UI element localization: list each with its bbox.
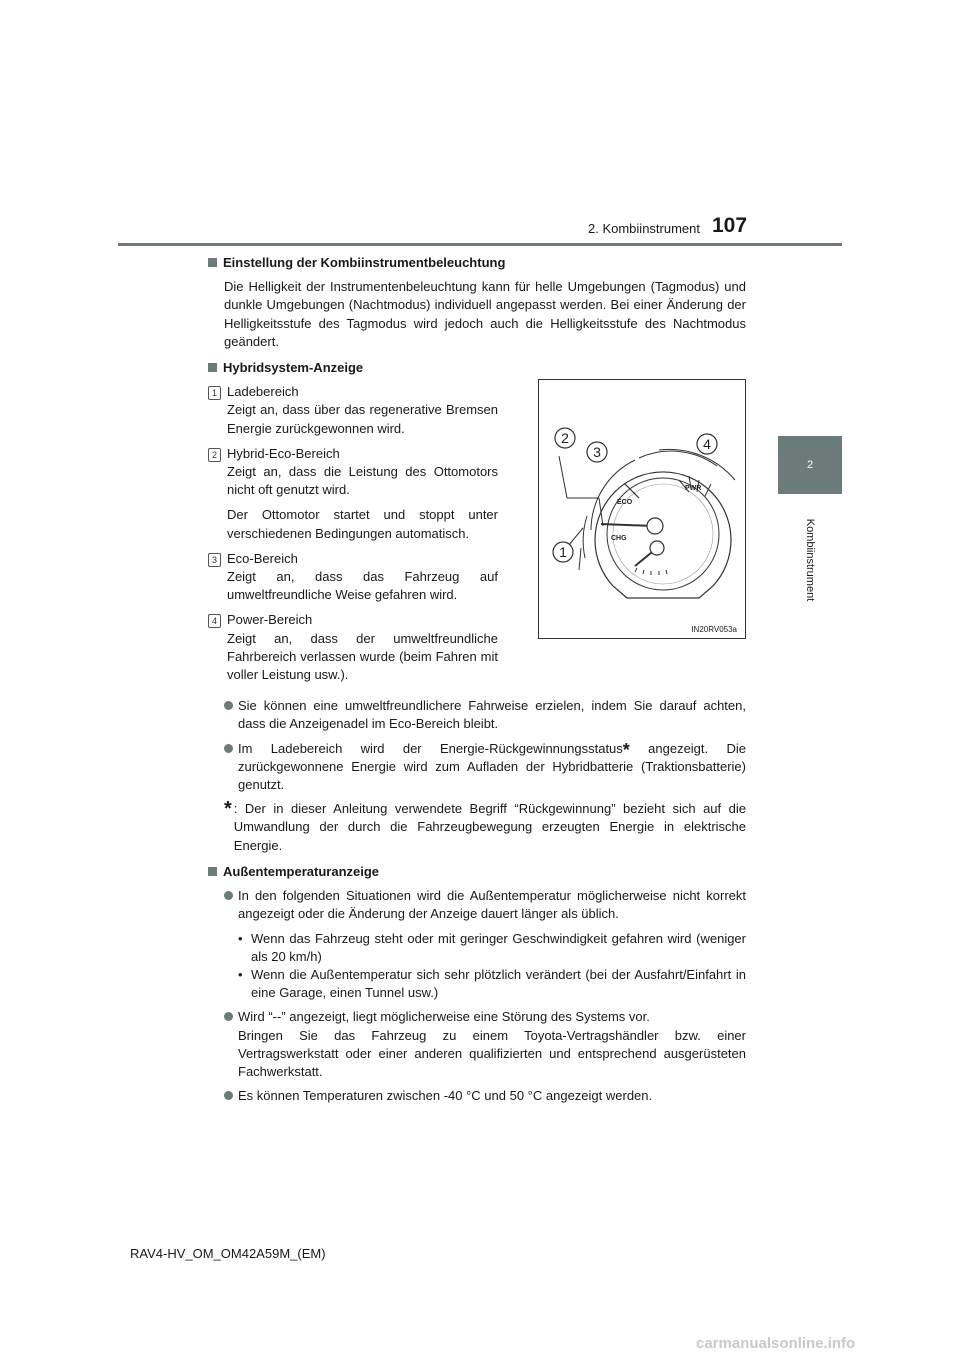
item-number-4: 4	[208, 614, 221, 628]
gauge-label-eco: ECO	[617, 499, 633, 507]
item-desc: Zeigt an, dass über das regenerative Bremsen Energie zurückgewonnen wird.	[227, 402, 498, 436]
callout-1: 1	[559, 544, 567, 561]
asterisk-mark: *	[622, 739, 630, 760]
item-extra: Der Ottomotor startet und stoppt unter verschiedenen Bedingungen automatisch.	[227, 507, 498, 541]
numbered-list	[208, 383, 498, 691]
hybrid-indicator-figure	[538, 379, 746, 639]
item-desc: Zeigt an, dass der umweltfreundliche Fahrbereich verlassen wurde (beim Fahren mit voller Leistung usw.).	[227, 630, 498, 683]
item-desc: Zeigt an, dass das Fahrzeug auf umweltfreundliche Weise gefahren wird.	[227, 569, 498, 603]
footnote: * : Der in dieser Anleitung verwendete Begriff “Rückgewinnung” bezieht sich auf die Umwandlung der durch die Fahrzeugbewegung erzeugten Energie in elektrische Energie.	[224, 800, 746, 855]
square-bullet-icon	[208, 258, 217, 267]
sub-item: • Wenn die Außentemperatur sich sehr plötzlich verändert (bei der Ausfahrt/Einfahrt in eine Garage, einen Tunnel usw.)	[238, 966, 746, 1001]
bullet-item: Wird “--” angezeigt, liegt möglicherweise eine Störung des Systems vor. Bringen Sie das Fahrzeug zu einem Toyota-Vertragshändler bzw. einer Vertragswerkstatt oder einer anderen qualifizierten und entsprechend ausgerüsteten Fachwerkstatt.	[224, 1008, 746, 1081]
square-bullet-icon	[208, 867, 217, 876]
page-content	[208, 254, 746, 1111]
list-item	[208, 383, 498, 438]
side-tab: 2	[778, 436, 842, 494]
item-name: Power-Bereich	[227, 612, 313, 628]
callout-2: 2	[561, 430, 569, 447]
bullet-item: Es können Temperaturen zwischen -40 °C und 50 °C angezeigt werden.	[224, 1087, 746, 1105]
list-item	[208, 550, 498, 605]
bullet-dot-icon	[224, 744, 233, 753]
section-heading-outside-temp: Außentemperaturanzeige	[208, 863, 746, 881]
item-name: Ladebereich	[227, 384, 299, 400]
bullet-dot-icon	[224, 891, 233, 900]
page-number: 107	[712, 214, 748, 237]
section-heading-hybrid: Hybridsystem-Anzeige	[208, 359, 746, 377]
hybrid-gauge-illustration	[539, 380, 745, 638]
bullet-dot-icon	[224, 1012, 233, 1021]
bullet-item: In den folgenden Situationen wird die Außentemperatur möglicherweise nicht korrekt angezeigt oder die Änderung der Anzeige dauert länger als üblich.	[224, 887, 746, 923]
sub-list	[238, 930, 746, 1003]
list-item	[208, 445, 498, 543]
watermark: carmanualsonline.info	[696, 1335, 856, 1352]
item-desc: Zeigt an, dass die Leistung des Ottomotors nicht oft genutzt wird.	[227, 464, 498, 498]
footnote-asterisk: *	[224, 798, 232, 821]
item-number-3: 3	[208, 553, 221, 567]
gauge-label-chg: CHG	[611, 535, 627, 543]
sub-item: • Wenn das Fahrzeug steht oder mit geringer Geschwindigkeit gefahren wird (weniger als 20 km/h)	[238, 930, 746, 964]
section-heading-lighting: Einstellung der Kombiinstrumentbeleuchtung	[208, 254, 746, 272]
bullet-dot-icon	[224, 1091, 233, 1100]
figure-code: IN20RV053a	[691, 625, 737, 635]
gauge-label-pwr: PWR	[685, 485, 702, 493]
hybrid-row	[208, 383, 746, 691]
square-bullet-icon	[208, 363, 217, 372]
chapter-title: 2. Kombiinstrument	[588, 221, 700, 236]
header-rule	[118, 243, 842, 246]
list-item	[208, 611, 498, 684]
lighting-text: Die Helligkeit der Instrumentenbeleuchtung kann für helle Umgebungen (Tagmodus) und dunkle Umgebungen (Nachtmodus) individuell angepasst werden. Bei einer Änderung der Helligkeitsstufe des Tagmodus wird jedoch auch die Helligkeitsstufe des Nachtmodus geändert.	[224, 279, 746, 349]
bullet-item: Sie können eine umweltfreundlichere Fahrweise erzielen, indem Sie darauf achten, dass die Anzeigenadel im Eco-Bereich bleibt.	[224, 697, 746, 733]
callout-3: 3	[593, 444, 601, 461]
side-tab-label: Kombiinstrument	[804, 518, 816, 602]
footer-manual-code: RAV4-HV_OM_OM42A59M_(EM)	[130, 1246, 326, 1261]
callout-4: 4	[703, 436, 711, 453]
bullet-dot-icon	[224, 701, 233, 710]
item-number-2: 2	[208, 448, 221, 462]
item-number-1: 1	[208, 386, 221, 400]
bullet-item: Im Ladebereich wird der Energie-Rückgewinnungsstatus* angezeigt. Die zurückgewonnene Energie wird zum Aufladen der Hybridbatterie (Traktionsbatterie) genutzt.	[224, 740, 746, 795]
item-name: Eco-Bereich	[227, 550, 298, 566]
item-name: Hybrid-Eco-Bereich	[227, 445, 340, 461]
